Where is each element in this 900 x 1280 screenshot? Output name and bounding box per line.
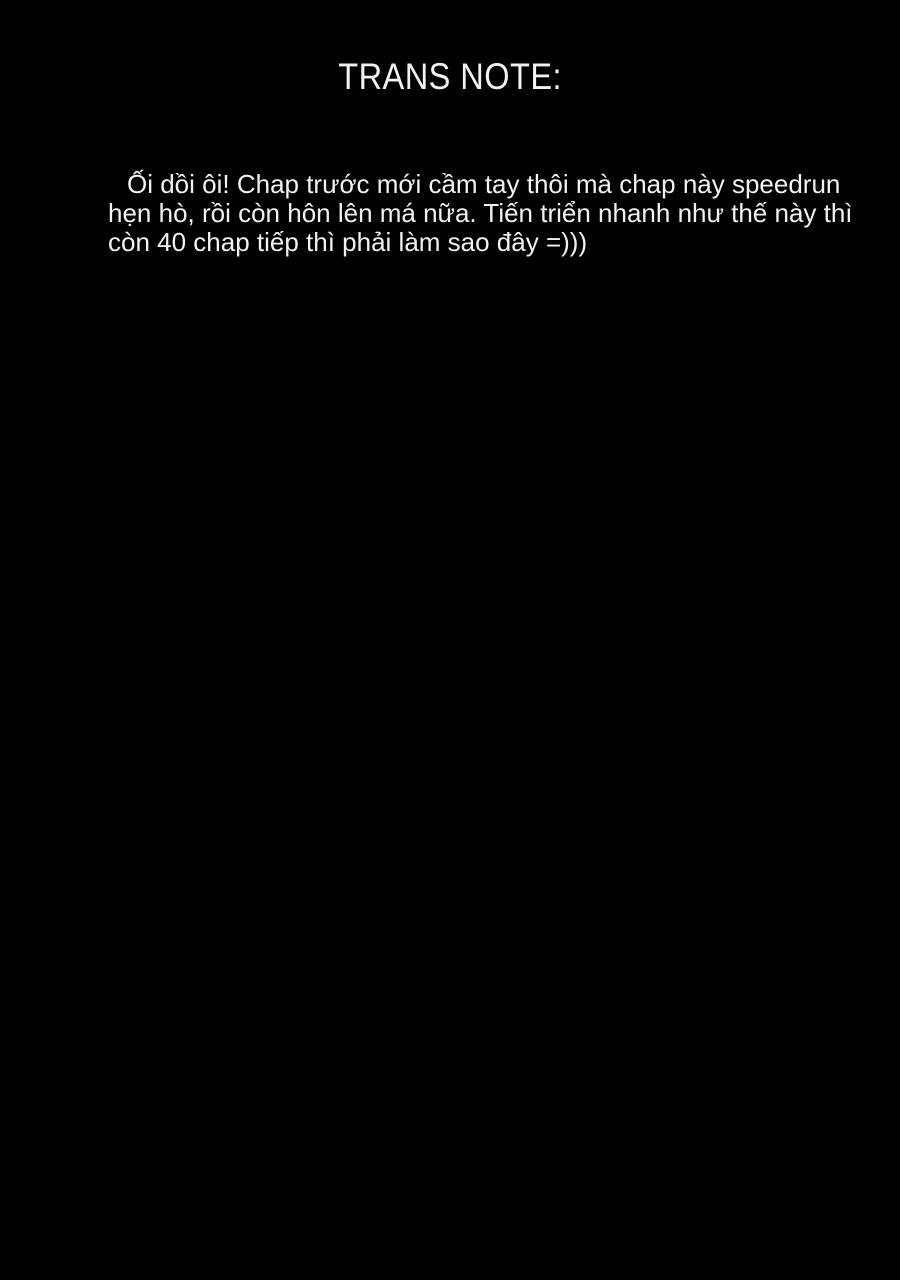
note-line-1: Ối dồi ôi! Chap trước mới cầm tay thôi mà chap này speedrun — [127, 169, 841, 199]
page-title — [0, 57, 900, 97]
note-line-3: còn 40 chap tiếp thì phải làm sao đây =))) — [108, 227, 588, 257]
translator-note — [108, 169, 853, 257]
note-line-2: hẹn hò, rồi còn hôn lên má nữa. Tiến triển nhanh như thế này thì — [108, 198, 853, 228]
page-title-text: TRANS NOTE: — [338, 56, 562, 97]
